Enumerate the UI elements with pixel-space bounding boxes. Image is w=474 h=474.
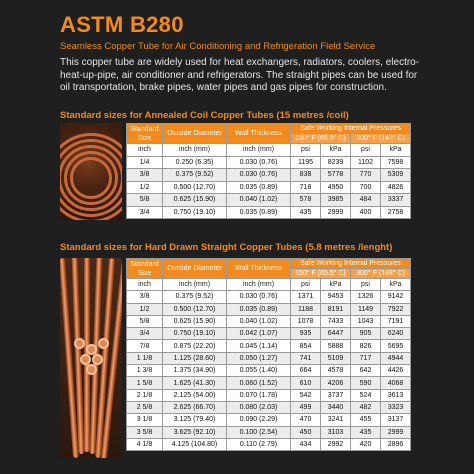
table-cell: 0.035 (0.89): [227, 206, 291, 219]
table-cell: 5309: [381, 169, 411, 182]
table-cell: 1195: [291, 156, 321, 169]
table-cell: 642: [351, 365, 381, 377]
table-cell: 5/8: [127, 315, 163, 327]
table-cell: 3/4: [127, 206, 163, 219]
table-cell: 1/4: [127, 156, 163, 169]
table-cell: 0.750 (19.10): [163, 328, 227, 340]
annealed-section-title: Standard sizes for Annealed Coil Copper Tubes (15 metres /coil): [60, 110, 349, 121]
copper-coil-photo: [60, 123, 122, 220]
table-row: [127, 352, 411, 364]
table-cell: 499: [291, 401, 321, 413]
table-cell: 3 1/8: [127, 414, 163, 426]
table-cell: 6240: [381, 328, 411, 340]
table-cell: 455: [351, 414, 381, 426]
table-cell: 1.375 (34.90): [163, 365, 227, 377]
straight-copper-pipes-photo: [60, 258, 122, 458]
table-row: [127, 156, 411, 169]
table-cell: 3.125 (79.40): [163, 414, 227, 426]
table-cell: 482: [351, 401, 381, 413]
table-cell: 3440: [321, 401, 351, 413]
table-cell: 7191: [381, 315, 411, 327]
table-cell: 9142: [381, 291, 411, 303]
table-row: [127, 426, 411, 438]
col-temp-300: 300° F (148° C): [351, 269, 411, 279]
table-cell: 4826: [381, 181, 411, 194]
table-cell: 2 1/8: [127, 389, 163, 401]
table-cell: 0.040 (1.02): [227, 194, 291, 207]
table-cell: 0.750 (19.10): [163, 206, 227, 219]
unit-inch-mm: inch (mm): [227, 279, 291, 291]
table-cell: 1102: [351, 156, 381, 169]
table-cell: 578: [291, 194, 321, 207]
table-cell: 1043: [351, 315, 381, 327]
table-cell: 6447: [321, 328, 351, 340]
table-cell: 905: [351, 328, 381, 340]
table-row: [127, 340, 411, 352]
unit-inch: inch: [127, 144, 163, 157]
table-cell: 2.625 (66.70): [163, 401, 227, 413]
col-safe-pressures: Safe Working Internal Pressures: [291, 259, 411, 269]
table-cell: 0.625 (15.90): [163, 315, 227, 327]
unit-psi: psi: [291, 279, 321, 291]
table-cell: 0.080 (2.03): [227, 401, 291, 413]
col-temp-150: 150° F (65.5° C): [291, 269, 351, 279]
table-cell: 1149: [351, 303, 381, 315]
table-cell: 3613: [381, 389, 411, 401]
table-cell: 935: [291, 328, 321, 340]
table-cell: 717: [351, 352, 381, 364]
table-cell: 0.035 (0.89): [227, 303, 291, 315]
table-cell: 3323: [381, 401, 411, 413]
hard-drawn-table-body: [127, 291, 411, 451]
unit-kpa: kPa: [381, 144, 411, 157]
table-cell: 1.625 (41.30): [163, 377, 227, 389]
table-cell: 2.125 (54.00): [163, 389, 227, 401]
table-cell: 3.625 (92.10): [163, 426, 227, 438]
table-cell: 0.100 (2.54): [227, 426, 291, 438]
table-cell: 3/8: [127, 291, 163, 303]
table-cell: 1/2: [127, 303, 163, 315]
table-cell: 770: [351, 169, 381, 182]
table-cell: 7598: [381, 156, 411, 169]
table-row: [127, 377, 411, 389]
table-cell: 5695: [381, 340, 411, 352]
table-cell: 3985: [321, 194, 351, 207]
unit-kpa: kPa: [381, 279, 411, 291]
page-title: ASTM B280: [60, 12, 184, 37]
table-cell: 1188: [291, 303, 321, 315]
table-cell: 854: [291, 340, 321, 352]
table-cell: 1 1/8: [127, 352, 163, 364]
table-cell: 1 5/8: [127, 377, 163, 389]
table-cell: 0.055 (1.40): [227, 365, 291, 377]
col-standard-size: Standard Size: [127, 259, 163, 279]
table-cell: 3337: [381, 194, 411, 207]
col-standard-size: Standard Size: [127, 124, 163, 144]
annealed-table-body: [127, 156, 411, 219]
col-outside-diameter: Outside Diameter: [163, 124, 227, 144]
hard-drawn-table: [126, 258, 411, 451]
hard-drawn-section-title: Standard sizes for Hard Drawn Straight Copper Tubes (5.8 metres /lenght): [60, 242, 393, 253]
table-cell: 0.110 (2.79): [227, 438, 291, 450]
table-row: [127, 401, 411, 413]
unit-inch: inch: [127, 279, 163, 291]
table-row: [127, 414, 411, 426]
table-cell: 741: [291, 352, 321, 364]
table-cell: 0.050 (1.27): [227, 352, 291, 364]
unit-psi: psi: [351, 279, 381, 291]
table-cell: 1078: [291, 315, 321, 327]
table-cell: 838: [291, 169, 321, 182]
table-cell: 420: [351, 438, 381, 450]
table-cell: 2896: [381, 438, 411, 450]
table-cell: 0.500 (12.70): [163, 181, 227, 194]
table-cell: 0.040 (1.02): [227, 315, 291, 327]
col-temp-150: 150° F (65.5° C): [291, 134, 351, 144]
table-cell: 1.125 (28.60): [163, 352, 227, 364]
table-cell: 0.875 (22.20): [163, 340, 227, 352]
table-cell: 7922: [381, 303, 411, 315]
table-cell: 0.250 (6.35): [163, 156, 227, 169]
table-cell: 2992: [321, 438, 351, 450]
table-cell: 4206: [321, 377, 351, 389]
table-cell: 1371: [291, 291, 321, 303]
col-wall-thickness: Wall Thickness: [227, 259, 291, 279]
col-safe-pressures: Safe Working Internal Pressures: [291, 124, 411, 134]
table-cell: 542: [291, 389, 321, 401]
table-cell: 4 1/8: [127, 438, 163, 450]
unit-psi: psi: [291, 144, 321, 157]
table-cell: 3/4: [127, 328, 163, 340]
table-cell: 450: [291, 426, 321, 438]
unit-inch-mm: inch (mm): [163, 279, 227, 291]
table-cell: 664: [291, 365, 321, 377]
table-cell: 435: [291, 206, 321, 219]
table-cell: 0.030 (0.76): [227, 169, 291, 182]
table-cell: 0.375 (9.52): [163, 169, 227, 182]
table-cell: 590: [351, 377, 381, 389]
table-cell: 400: [351, 206, 381, 219]
table-cell: 3737: [321, 389, 351, 401]
unit-kpa: kPa: [321, 279, 351, 291]
table-cell: 3 5/8: [127, 426, 163, 438]
table-cell: 0.045 (1.14): [227, 340, 291, 352]
table-cell: 718: [291, 181, 321, 194]
table-cell: 1 3/8: [127, 365, 163, 377]
table-cell: 4944: [381, 352, 411, 364]
col-temp-300: 300° F (148° C): [351, 134, 411, 144]
table-row: [127, 303, 411, 315]
table-cell: 0.042 (1.07): [227, 328, 291, 340]
table-cell: 5/8: [127, 194, 163, 207]
unit-inch-mm: inch (mm): [163, 144, 227, 157]
table-cell: 8191: [321, 303, 351, 315]
unit-inch-mm: inch (mm): [227, 144, 291, 157]
table-cell: 0.060 (1.52): [227, 377, 291, 389]
table-row: [127, 315, 411, 327]
annealed-table: [126, 123, 411, 219]
table-cell: 0.500 (12.70): [163, 303, 227, 315]
table-cell: 2 5/8: [127, 401, 163, 413]
table-cell: 0.090 (2.29): [227, 414, 291, 426]
table-cell: 7/8: [127, 340, 163, 352]
table-cell: 5109: [321, 352, 351, 364]
table-cell: 435: [351, 426, 381, 438]
table-row: [127, 206, 411, 219]
table-row: [127, 194, 411, 207]
table-row: [127, 169, 411, 182]
table-cell: 2758: [381, 206, 411, 219]
table-cell: 9453: [321, 291, 351, 303]
table-cell: 4426: [381, 365, 411, 377]
table-cell: 3/8: [127, 169, 163, 182]
table-row: [127, 291, 411, 303]
table-cell: 3103: [321, 426, 351, 438]
page-subtitle: Seamless Copper Tube for Air Conditioning and Refrigeration Field Service: [60, 41, 376, 52]
unit-kpa: kPa: [321, 144, 351, 157]
table-cell: 0.070 (1.78): [227, 389, 291, 401]
table-cell: 0.625 (15.90): [163, 194, 227, 207]
table-cell: 2999: [381, 426, 411, 438]
table-row: [127, 438, 411, 450]
col-wall-thickness: Wall Thickness: [227, 124, 291, 144]
table-cell: 610: [291, 377, 321, 389]
table-cell: 0.030 (0.76): [227, 291, 291, 303]
table-cell: 0.030 (0.76): [227, 156, 291, 169]
table-cell: 3137: [381, 414, 411, 426]
table-cell: 4068: [381, 377, 411, 389]
table-cell: 5778: [321, 169, 351, 182]
table-cell: 0.375 (9.52): [163, 291, 227, 303]
table-cell: 470: [291, 414, 321, 426]
table-cell: 4578: [321, 365, 351, 377]
col-outside-diameter: Outside Diameter: [163, 259, 227, 279]
table-cell: 4.125 (104.80): [163, 438, 227, 450]
table-cell: 3241: [321, 414, 351, 426]
unit-psi: psi: [351, 144, 381, 157]
table-cell: 0.035 (0.89): [227, 181, 291, 194]
table-row: [127, 181, 411, 194]
table-cell: 5888: [321, 340, 351, 352]
table-cell: 434: [291, 438, 321, 450]
table-row: [127, 365, 411, 377]
table-row: [127, 328, 411, 340]
intro-paragraph: This copper tube are widely used for heat exchangers, radiators, coolers, electro-heat-up-pipe, air conditioner and refrigerators. The straight pipes can be used for oil transportation, brake pipes, water pipes and gas pipes for construction.: [60, 57, 420, 93]
table-cell: 1326: [351, 291, 381, 303]
table-cell: 2999: [321, 206, 351, 219]
table-cell: 826: [351, 340, 381, 352]
table-cell: 524: [351, 389, 381, 401]
table-cell: 7433: [321, 315, 351, 327]
table-cell: 4950: [321, 181, 351, 194]
table-cell: 1/2: [127, 181, 163, 194]
table-cell: 700: [351, 181, 381, 194]
table-cell: 484: [351, 194, 381, 207]
table-cell: 8239: [321, 156, 351, 169]
table-row: [127, 389, 411, 401]
